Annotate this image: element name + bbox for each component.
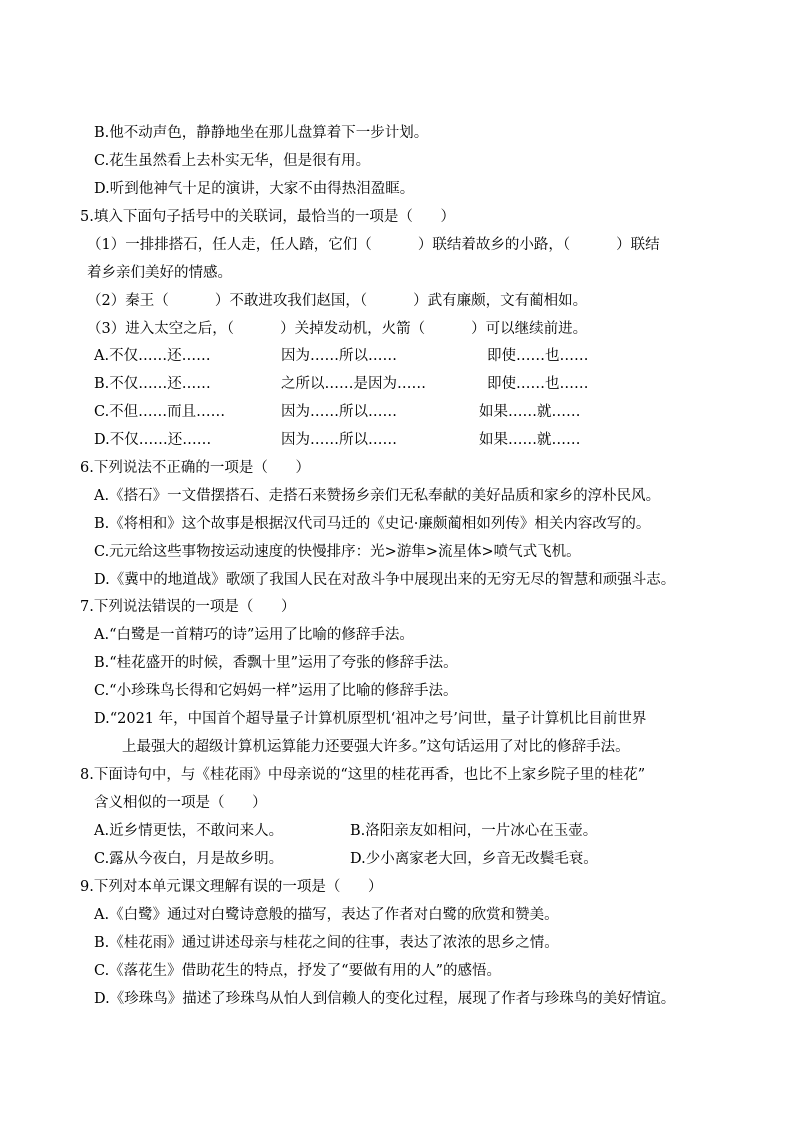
q9-stem: 9.下列对本单元课文理解有误的一项是（ ） <box>80 879 383 895</box>
q7-option-d-cont: 上最强大的超级计算机运算能力还要强大许多。”这句话运用了对比的修辞手法。 <box>122 739 630 755</box>
q4-option-d: D.听到他神气十足的演讲，大家不由得热泪盈眶。 <box>94 181 415 197</box>
q6-stem: 6.下列说法不正确的一项是（ ） <box>80 460 310 476</box>
q5-option-c-col3: 如果……就…… <box>479 404 581 420</box>
q8-stem: 8.下面诗句中，与《桂花雨》中母亲说的“这里的桂花再香，也比不上家乡院子里的桂花” <box>80 767 646 783</box>
q4-option-c: C.花生虽然看上去朴实无华，但是很有用。 <box>94 153 371 169</box>
q6-option-c: C.元元给这些事物按运动速度的快慢排序：光>游隼>流星体>喷气式飞机。 <box>94 544 581 560</box>
q8-option-b: B.洛阳亲友如相问，一片冰心在玉壶。 <box>350 823 598 839</box>
q5-option-b-col1: B.不仅……还…… <box>94 376 211 392</box>
q5-option-d-col3: 如果……就…… <box>479 432 581 448</box>
q7-option-d: D.“2021 年，中国首个超导量子计算机原型机‘祖冲之号’问世，量子计算机比目前世界 <box>94 711 647 727</box>
q8-option-d: D.少小离家老大回，乡音无改鬓毛衰。 <box>350 851 598 867</box>
q7-option-c: C.“小珍珠鸟长得和它妈妈一样”运用了比喻的修辞手法。 <box>94 683 458 699</box>
q5-option-d-col1: D.不仅……还…… <box>94 432 212 448</box>
q6-option-a: A.《搭石》一文借摆搭石、走搭石来赞扬乡亲们无私奉献的美好品质和家乡的淳朴民风。 <box>94 488 661 504</box>
q7-stem: 7.下列说法错误的一项是（ ） <box>80 599 296 615</box>
q4-option-b: B.他不动声色，静静地坐在那儿盘算着下一步计划。 <box>94 125 429 141</box>
q7-option-a: A.“白鹭是一首精巧的诗”运用了比喻的修辞手法。 <box>94 627 414 643</box>
q8-stem-cont: 含义相似的一项是（ ） <box>94 795 267 811</box>
q5-option-a-col2: 因为……所以…… <box>281 348 397 364</box>
q6-option-d: D.《冀中的地道战》歌颂了我国人民在对敌斗争中展现出来的无穷无尽的智慧和顽强斗志。 <box>94 572 676 588</box>
q5-option-b-col2: 之所以……是因为…… <box>281 376 426 392</box>
q5-option-d-col2: 因为……所以…… <box>281 432 397 448</box>
q6-option-b: B.《将相和》这个故事是根据汉代司马迁的《史记·廉颇蔺相如列传》相关内容改写的。 <box>94 516 651 532</box>
q5-sentence-3: （3）进入太空之后，（ ）关掉发动机，火箭（ ）可以继续前进。 <box>87 321 588 337</box>
q5-option-b-col3: 即使……也…… <box>487 376 589 392</box>
q5-sentence-1-cont: 着乡亲们美好的情感。 <box>87 265 232 281</box>
q9-option-c: C.《落花生》借助花生的特点，抒发了“要做有用的人”的感悟。 <box>94 963 502 979</box>
q5-option-a-col1: A.不仅……还…… <box>94 348 211 364</box>
q5-sentence-1: （1）一排排搭石，任人走，任人踏，它们（ ）联结着故乡的小路，（ ）联结 <box>87 237 660 253</box>
q8-option-a: A.近乡情更怯，不敢问来人。 <box>94 823 284 839</box>
q5-stem: 5.填入下面句子括号中的关联词，最恰当的一项是（ ） <box>80 209 455 225</box>
q8-option-c: C.露从今夜白，月是故乡明。 <box>94 851 284 867</box>
q7-option-b: B.“桂花盛开的时候，香飘十里”运用了夸张的修辞手法。 <box>94 655 458 671</box>
q9-option-b: B.《桂花雨》通过讲述母亲与桂花之间的往事，表达了浓浓的思乡之情。 <box>94 935 559 951</box>
q5-sentence-2: （2）秦王（ ）不敢进攻我们赵国，（ ）武有廉颇，文有蔺相如。 <box>87 293 588 309</box>
q5-option-c-col1: C.不但……而且…… <box>94 404 226 420</box>
q9-option-a: A.《白鹭》通过对白鹭诗意般的描写，表达了作者对白鹭的欣赏和赞美。 <box>94 907 559 923</box>
q5-option-a-col3: 即使……也…… <box>487 348 589 364</box>
q9-option-d: D.《珍珠鸟》描述了珍珠鸟从怕人到信赖人的变化过程，展现了作者与珍珠鸟的美好情谊。 <box>94 991 676 1007</box>
q5-option-c-col2: 因为……所以…… <box>281 404 397 420</box>
